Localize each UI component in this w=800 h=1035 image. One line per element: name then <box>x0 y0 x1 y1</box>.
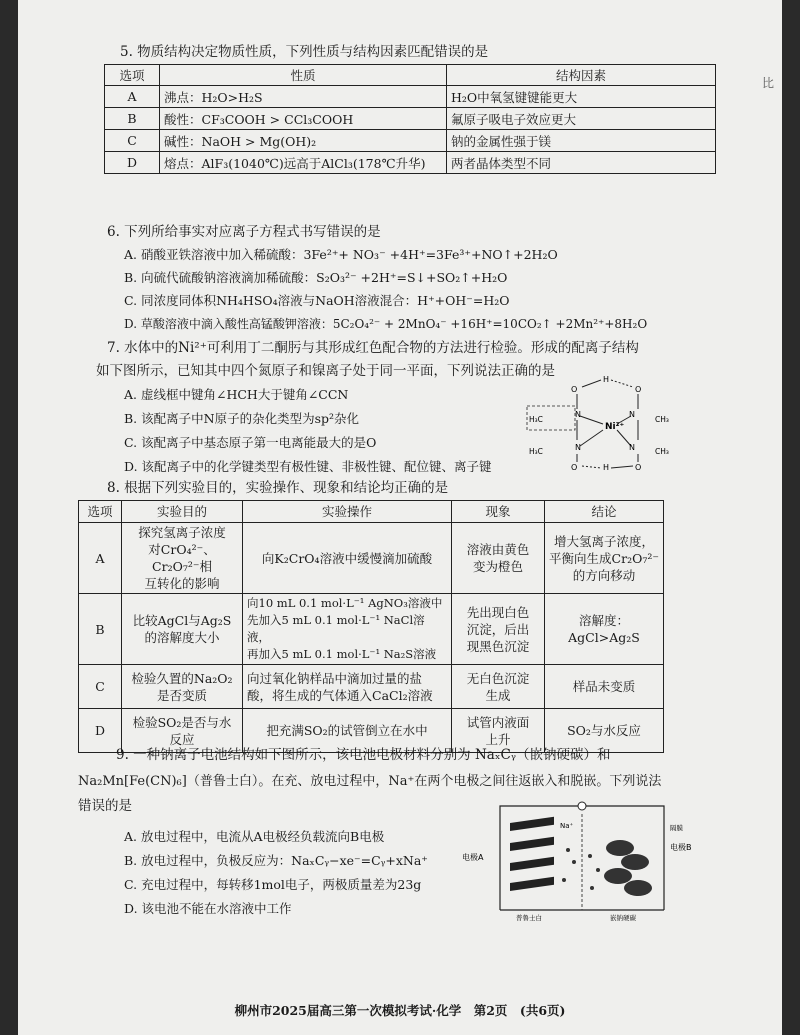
q8-text: 先出现白色 <box>466 604 530 620</box>
q8-cell <box>452 594 545 665</box>
q8-text: 反应 <box>169 731 195 747</box>
h3c-label: H₃C <box>529 447 543 456</box>
q8-cell: D <box>79 709 122 753</box>
q5-header-factor: 结构因素 <box>447 65 716 86</box>
q8-cell <box>243 523 452 594</box>
q8-text: 的溶解度大小 <box>144 630 220 645</box>
q8-text: 是否变质 <box>156 687 207 703</box>
h3c-label: H₃C <box>529 415 543 424</box>
q8-text: 探究氢离子浓度 <box>138 525 226 540</box>
q8-header: 结论 <box>545 501 664 523</box>
q8-cell <box>122 594 243 665</box>
q9-option-b: B. 放电过程中，负极反应为：NaₓCᵧ−xe⁻=Cᵧ+xNa⁺ <box>124 853 428 868</box>
q8-header: 选项 <box>79 501 122 523</box>
q8-text: 无白色沉淀 <box>466 670 530 686</box>
q5-cell: D <box>105 152 160 174</box>
q8-text: 向过氧化钠样品中滴加过量的盐 <box>247 670 423 686</box>
o-label: O <box>571 463 578 472</box>
electrode-b-label: 电极B <box>670 843 692 852</box>
n-label: N <box>629 410 635 419</box>
q8-text: 向K₂CrO₄溶液中缓慢滴加硫酸 <box>261 550 433 566</box>
q7-option-a: A. 虚线框中键角∠HCH大于键角∠CCN <box>124 387 349 402</box>
q8-text: 对CrO₄²⁻、Cr₂O₇²⁻相 <box>148 542 216 574</box>
n-label: N <box>629 443 635 452</box>
q8-cell <box>243 665 452 709</box>
q9-stem-line3: 错误的是 <box>78 798 132 814</box>
q8-row-a <box>79 523 664 594</box>
q8-text: 上升 <box>485 731 511 747</box>
q8-text: 增大氢离子浓度， <box>553 533 654 549</box>
q9-stem-line1: 9. 一种钠离子电池结构如下图所示，该电池电极材料分别为 NaₓCᵧ（嵌钠硬碳）和 <box>116 747 611 763</box>
q5-header-option: 选项 <box>105 65 160 86</box>
q7-stem-line1: 7. 水体中的Ni²⁺可利用丁二酮肟与其形成红色配合物的方法进行检验。形成的配离子结构 <box>107 340 639 356</box>
q8-text: 向10 mL 0.1 mol·L⁻¹ AgNO₃溶液中 <box>247 596 443 610</box>
q9-option-d: D. 该电池不能在水溶液中工作 <box>124 901 292 916</box>
q5-table <box>104 64 716 174</box>
electrode-a-label: 电极A <box>462 853 484 862</box>
q8-cell <box>122 665 243 709</box>
q5-cell: A <box>105 86 160 108</box>
q8-cell <box>452 523 545 594</box>
q8-text: 平衡向生成Cr₂O₇²⁻ <box>549 550 659 566</box>
q8-cell <box>545 665 664 709</box>
q6-option-b: B. 向硫代硫酸钠溶液滴加稀硫酸：S₂O₃²⁻ +2H⁺=S↓+SO₂↑+H₂O <box>124 270 508 285</box>
q5-cell: 碱性：NaOH > Mg(OH)₂ <box>160 130 447 152</box>
q6-option-a: A. 硝酸亚铁溶液中加入稀硫酸：3Fe²⁺+ NO₃⁻ +4H⁺=3Fe³⁺+NO↑+2H₂O <box>124 247 558 262</box>
q5-cell: 钠的金属性强于镁 <box>447 130 716 152</box>
q7-option-b: B. 该配离子中N原子的杂化类型为sp²杂化 <box>124 411 359 426</box>
q8-text: 样品未变质 <box>572 679 636 694</box>
h-label: H <box>603 375 610 384</box>
scan-edge-left <box>0 0 18 1035</box>
na-ion-label: Na⁺ <box>560 822 574 830</box>
q6-option-d: D. 草酸溶液中滴入酸性高锰酸钾溶液：5C₂O₄²⁻ + 2MnO₄⁻ +16H⁺=10CO₂↑ +2Mn²⁺+8H₂O <box>124 317 648 331</box>
q8-text: 沉淀，后出 <box>466 621 530 637</box>
o-label: O <box>635 385 642 394</box>
q7-option-d: D. 该配离子中的化学键类型有极性键、非极性键、配位键、离子键 <box>124 459 492 474</box>
q8-table <box>78 500 664 753</box>
q8-cell <box>452 665 545 709</box>
margin-mark: 比 <box>761 76 774 90</box>
q8-text: SO₂与水反应 <box>567 723 641 738</box>
q7-option-c: C. 该配离子中基态原子第一电离能最大的是O <box>124 435 377 450</box>
q8-text: 互转化的影响 <box>144 576 220 591</box>
h-label: H <box>603 463 610 472</box>
q5-cell: 酸性：CF₃COOH > CCl₃COOH <box>160 108 447 130</box>
q8-cell <box>545 594 664 665</box>
q9-option-a: A. 放电过程中，电流从A电极经负载流向B电极 <box>124 829 385 844</box>
q8-stem: 8. 根据下列实验目的，实验操作、现象和结论均正确的是 <box>107 480 449 496</box>
q8-text: 溶解度： <box>578 613 629 628</box>
q8-row-c <box>79 665 664 709</box>
q8-cell <box>545 523 664 594</box>
q8-cell: C <box>79 665 122 709</box>
ni-label: Ni²⁺ <box>605 422 625 432</box>
q8-header: 实验操作 <box>243 501 452 523</box>
q8-text: 溶液由黄色 <box>466 542 530 557</box>
n-label: N <box>575 410 581 419</box>
q5-header-property: 性质 <box>160 65 447 86</box>
q8-cell <box>243 594 452 665</box>
sodium-ion-battery-diagram <box>460 800 710 922</box>
q8-text: 变为橙色 <box>472 559 523 574</box>
prussian-white-label: 普鲁士白 <box>516 914 542 922</box>
q8-text: 现黑色沉淀 <box>466 638 530 654</box>
q8-text: 试管内液面 <box>466 714 530 730</box>
q8-text: AgCl>Ag₂S <box>568 630 640 645</box>
q9-option-c: C. 充电过程中，每转移1mol电子，两极质量差为23g <box>124 877 422 892</box>
q5-cell: 沸点：H₂O>H₂S <box>160 86 447 108</box>
nickel-dimethylglyoxime-structure <box>525 372 685 472</box>
q8-text: 再加入5 mL 0.1 mol·L⁻¹ Na₂S溶液 <box>247 647 437 661</box>
q6-stem: 6. 下列所给事实对应离子方程式书写错误的是 <box>107 224 381 240</box>
q8-row-b <box>79 594 664 665</box>
page-footer: 柳州市2025届高三第一次模拟考试·化学 第2页 (共6页) <box>234 1003 566 1018</box>
q8-cell: B <box>79 594 122 665</box>
o-label: O <box>635 463 642 472</box>
q5-cell: H₂O中氧氢键键能更大 <box>447 86 716 108</box>
q5-stem: 5. 物质结构决定物质性质，下列性质与结构因素匹配错误的是 <box>120 44 489 60</box>
q8-text: 检验SO₂是否与水 <box>132 714 232 730</box>
q8-text: 比较AgCl与Ag₂S <box>132 613 232 628</box>
hard-carbon-label: 嵌钠硬碳 <box>610 914 636 922</box>
scan-edge-right <box>782 0 800 1035</box>
q8-cell <box>122 523 243 594</box>
o-label: O <box>571 385 578 394</box>
q8-cell: A <box>79 523 122 594</box>
q8-header: 实验目的 <box>122 501 243 523</box>
q8-text: 的方向移动 <box>572 567 636 583</box>
q5-cell: 氟原子吸电子效应更大 <box>447 108 716 130</box>
q9-stem-line2: Na₂Mn[Fe(CN)₆]（普鲁士白）。在充、放电过程中，Na⁺在两个电极之间往返嵌入和脱嵌。下列说法 <box>78 774 662 789</box>
ch3-label: CH₃ <box>655 415 669 424</box>
q8-text: 把充满SO₂的试管倒立在水中 <box>266 723 428 738</box>
q5-cell: 熔点：AlF₃(1040℃)远高于AlCl₃(178℃升华) <box>160 152 447 174</box>
q5-cell: 两者晶体类型不同 <box>447 152 716 174</box>
ch3-label: CH₃ <box>655 447 669 456</box>
q5-cell: B <box>105 108 160 130</box>
q8-header: 现象 <box>452 501 545 523</box>
q8-text: 酸，将生成的气体通入CaCl₂溶液 <box>247 687 433 703</box>
q7-stem-line2: 如下图所示，已知其中四个氮原子和镍离子处于同一平面，下列说法正确的是 <box>96 363 555 379</box>
n-label: N <box>575 443 581 452</box>
q8-text: 生成 <box>485 687 511 703</box>
q5-cell: C <box>105 130 160 152</box>
q8-text: 先加入5 mL 0.1 mol·L⁻¹ NaCl溶液， <box>247 613 425 644</box>
separator-label: 隔膜 <box>670 824 683 832</box>
q6-option-c: C. 同浓度同体积NH₄HSO₄溶液与NaOH溶液混合：H⁺+OH⁻=H₂O <box>124 293 510 308</box>
q8-text: 检验久置的Na₂O₂ <box>131 670 233 686</box>
